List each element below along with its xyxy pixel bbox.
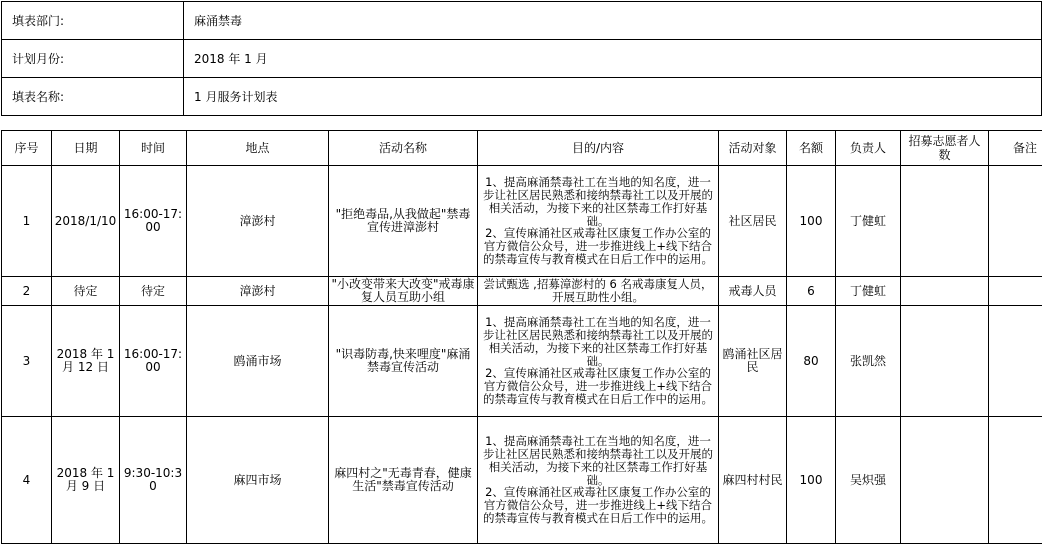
- cell-remark: [989, 166, 1042, 277]
- info-row-dept: [2, 2, 1042, 40]
- cell-activity: "识毒防毒,快来哩度"麻涌禁毒宣传活动: [329, 306, 478, 417]
- cell-content: [478, 277, 719, 306]
- header-date: 日期: [52, 131, 120, 166]
- cell-time: 待定: [120, 277, 187, 306]
- cell-leader: 丁健虹: [836, 166, 901, 277]
- header-time: 时间: [120, 131, 187, 166]
- dept-label: 填表部门:: [2, 2, 184, 40]
- cell-content: [478, 166, 719, 277]
- content-line: 1、提高麻涌禁毒社工在当地的知名度，进一步让社区居民熟悉和接纳禁毒社工以及开展的相关活动，为接下来的社区禁毒工作打好基础。: [483, 175, 713, 228]
- name-label: 填表名称:: [2, 78, 184, 116]
- cell-date: 待定: [52, 277, 120, 306]
- cell-quota: 6: [787, 277, 836, 306]
- cell-no: 4: [2, 417, 52, 544]
- cell-date: 2018 年 1 月 9 日: [52, 417, 120, 544]
- cell-activity: "拒绝毒品,从我做起"禁毒宣传进漳澎村: [329, 166, 478, 277]
- cell-time: 16:00-17:00: [120, 166, 187, 277]
- table-row: [2, 417, 1042, 544]
- cell-quota: 100: [787, 417, 836, 544]
- content-line: 2、宣传麻涌社区戒毒社区康复工作办公室的官方微信公众号，进一步推进线上+线下结合的禁毒宣传与教育模式在日后工作中的运用。: [483, 485, 713, 525]
- cell-content: [478, 306, 719, 417]
- service-plan-table: [1, 130, 1042, 544]
- header-remark: 备注: [989, 131, 1042, 166]
- cell-content: [478, 417, 719, 544]
- cell-place: 漳澎村: [187, 277, 329, 306]
- content-line: 尝试甄选 ,招募漳澎村的 6 名戒毒康复人员，开展互助性小组。: [483, 277, 713, 304]
- month-label: 计划月份:: [2, 40, 184, 78]
- header-target: 活动对象: [719, 131, 787, 166]
- table-row: [2, 306, 1042, 417]
- table-row: [2, 166, 1042, 277]
- cell-place: 鸥涌市场: [187, 306, 329, 417]
- cell-remark: [989, 277, 1042, 306]
- content-line: 1、提高麻涌禁毒社工在当地的知名度，进一步让社区居民熟悉和接纳禁毒社工以及开展的相关活动，为接下来的社区禁毒工作打好基础。: [483, 434, 713, 487]
- header-leader: 负责人: [836, 131, 901, 166]
- cell-leader: 丁健虹: [836, 277, 901, 306]
- cell-leader: 吴炽强: [836, 417, 901, 544]
- content-line: 1、提高麻涌禁毒社工在当地的知名度，进一步让社区居民熟悉和接纳禁毒社工以及开展的相关活动，为接下来的社区禁毒工作打好基础。: [483, 315, 713, 368]
- cell-target: 鸥涌社区居民: [719, 306, 787, 417]
- cell-volunteers: [901, 166, 989, 277]
- cell-leader: 张凯然: [836, 306, 901, 417]
- content-line: 2、宣传麻涌社区戒毒社区康复工作办公室的官方微信公众号，进一步推进线上+线下结合的禁毒宣传与教育模式在日后工作中的运用。: [483, 226, 713, 266]
- name-value: 1 月服务计划表: [184, 78, 1042, 116]
- header-content: 目的/内容: [478, 131, 719, 166]
- cell-remark: [989, 417, 1042, 544]
- table-row: [2, 277, 1042, 306]
- dept-value: 麻涌禁毒: [184, 2, 1042, 40]
- header-no: 序号: [2, 131, 52, 166]
- info-table: [1, 1, 1042, 116]
- info-row-name: [2, 78, 1042, 116]
- header-volunteers: 招募志愿者人数: [901, 131, 989, 166]
- cell-quota: 80: [787, 306, 836, 417]
- cell-activity: 麻四村之"无毒青春，健康生活"禁毒宣传活动: [329, 417, 478, 544]
- cell-time: 16:00-17:00: [120, 306, 187, 417]
- month-value: 2018 年 1 月: [184, 40, 1042, 78]
- cell-target: 社区居民: [719, 166, 787, 277]
- cell-volunteers: [901, 417, 989, 544]
- cell-volunteers: [901, 306, 989, 417]
- header-activity: 活动名称: [329, 131, 478, 166]
- cell-quota: 100: [787, 166, 836, 277]
- cell-volunteers: [901, 277, 989, 306]
- cell-no: 1: [2, 166, 52, 277]
- cell-activity: "小改变带来大改变"戒毒康复人员互助小组: [329, 277, 478, 306]
- cell-remark: [989, 306, 1042, 417]
- cell-place: 漳澎村: [187, 166, 329, 277]
- header-place: 地点: [187, 131, 329, 166]
- header-quota: 名额: [787, 131, 836, 166]
- cell-place: 麻四市场: [187, 417, 329, 544]
- cell-target: 戒毒人员: [719, 277, 787, 306]
- cell-date: 2018/1/10: [52, 166, 120, 277]
- cell-date: 2018 年 1 月 12 日: [52, 306, 120, 417]
- header-row: [2, 131, 1042, 166]
- cell-no: 3: [2, 306, 52, 417]
- cell-target: 麻四村村民: [719, 417, 787, 544]
- cell-time: 9:30-10:30: [120, 417, 187, 544]
- info-row-month: [2, 40, 1042, 78]
- cell-no: 2: [2, 277, 52, 306]
- content-line: 2、宣传麻涌社区戒毒社区康复工作办公室的官方微信公众号，进一步推进线上+线下结合的禁毒宣传与教育模式在日后工作中的运用。: [483, 366, 713, 406]
